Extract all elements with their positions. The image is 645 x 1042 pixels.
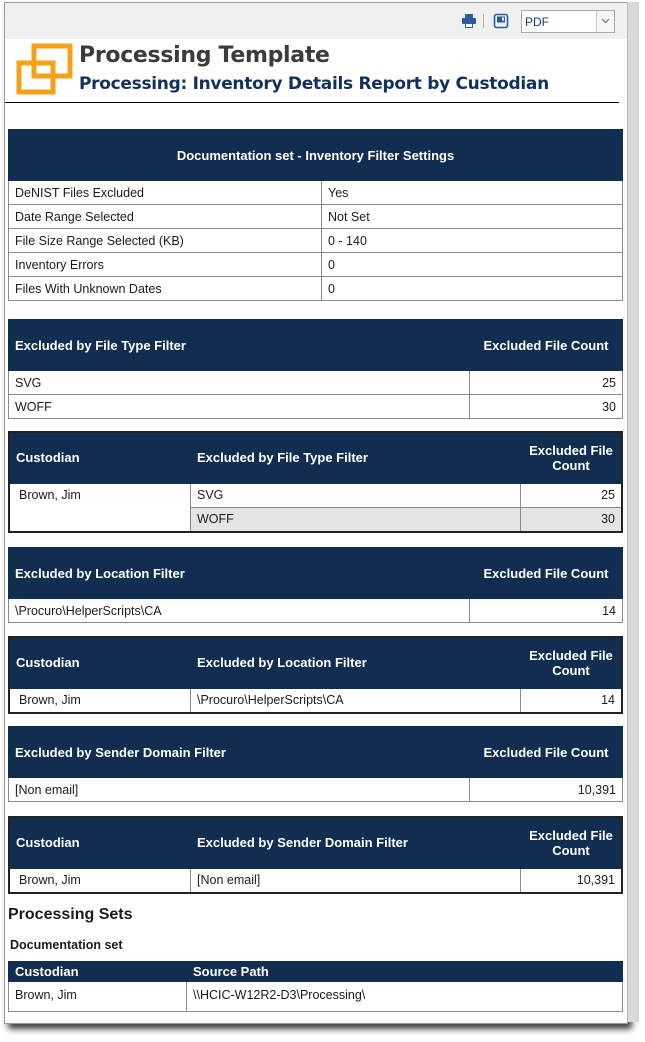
column-header: Excluded File Count	[470, 548, 623, 599]
file-count: 10,391	[521, 868, 623, 893]
processing-sets-table	[8, 961, 623, 1012]
save-icon[interactable]	[493, 13, 509, 29]
column-header: Excluded by File Type Filter	[9, 320, 470, 371]
file-type-name: WOFF	[9, 395, 470, 419]
file-type-table	[8, 319, 623, 419]
file-count: 14	[521, 688, 623, 713]
source-path: \\HCIC-W12R2-D3\Processing\	[187, 982, 623, 1012]
sender-domain-table	[8, 726, 623, 802]
sender-domain: [Non email]	[9, 778, 470, 802]
setting-value: 0 - 140	[322, 229, 623, 253]
file-type-by-custodian-table	[8, 431, 623, 533]
column-header: Excluded by Sender Domain Filter	[9, 727, 470, 778]
table-row	[9, 277, 623, 301]
table-row	[9, 868, 622, 893]
column-header: Custodian	[9, 962, 187, 982]
processing-set-name: Documentation set	[10, 938, 123, 952]
column-header: Excluded by Location Filter	[9, 548, 470, 599]
column-header: Excluded File Count	[521, 817, 623, 868]
setting-label: File Size Range Selected (KB)	[9, 229, 322, 253]
file-count: 30	[470, 395, 623, 419]
location-by-custodian-table	[8, 636, 623, 714]
custodian-name: Brown, Jim	[9, 483, 191, 532]
setting-value: Yes	[322, 181, 623, 205]
scrollbar[interactable]	[627, 2, 639, 1022]
setting-label: DeNIST Files Excluded	[9, 181, 322, 205]
table-row	[9, 253, 623, 277]
toolbar-separator	[483, 14, 484, 28]
location-path: \Procuro\HelperScripts\CA	[191, 688, 521, 713]
location-path: \Procuro\HelperScripts\CA	[9, 599, 470, 623]
table-row	[9, 229, 623, 253]
setting-value: 0	[322, 253, 623, 277]
column-header: Excluded by File Type Filter	[191, 432, 521, 483]
file-type-name: WOFF	[191, 507, 521, 532]
setting-value: Not Set	[322, 205, 623, 229]
table-row	[9, 181, 623, 205]
column-header: Excluded by Sender Domain Filter	[191, 817, 521, 868]
sender-domain-by-custodian-table	[8, 816, 623, 894]
table-row	[9, 483, 622, 507]
table-row	[9, 778, 623, 802]
logo-icon	[15, 43, 75, 95]
report-title: Processing Template	[79, 43, 330, 68]
setting-label: Inventory Errors	[9, 253, 322, 277]
setting-label: Date Range Selected	[9, 205, 322, 229]
file-type-name: SVG	[191, 483, 521, 507]
file-count: 25	[470, 371, 623, 395]
file-count: 10,391	[470, 778, 623, 802]
file-type-name: SVG	[9, 371, 470, 395]
table-row	[9, 599, 623, 623]
table-row	[9, 205, 623, 229]
processing-sets-heading: Processing Sets	[8, 906, 133, 923]
file-count: 30	[521, 507, 623, 532]
table-row	[9, 371, 623, 395]
column-header: Custodian	[9, 432, 191, 483]
report-toolbar	[5, 3, 627, 39]
filter-settings-title: Documentation set - Inventory Filter Settings	[9, 130, 623, 181]
custodian-name: Brown, Jim	[9, 688, 191, 713]
column-header: Custodian	[9, 637, 191, 688]
column-header: Excluded by Location Filter	[191, 637, 521, 688]
column-header: Excluded File Count	[470, 320, 623, 371]
column-header: Excluded File Count	[470, 727, 623, 778]
setting-value: 0	[322, 277, 623, 301]
table-row	[9, 688, 622, 713]
header-divider	[5, 102, 619, 103]
sender-domain: [Non email]	[191, 868, 521, 893]
report-header	[5, 39, 627, 101]
custodian-name: Brown, Jim	[9, 982, 187, 1012]
setting-label: Files With Unknown Dates	[9, 277, 322, 301]
report-viewer	[4, 2, 628, 1024]
export-format-value: PDF	[525, 15, 549, 29]
custodian-name: Brown, Jim	[9, 868, 191, 893]
filter-settings-table	[8, 129, 623, 301]
chevron-down-icon[interactable]	[596, 11, 614, 32]
table-row	[9, 395, 623, 419]
column-header: Source Path	[187, 962, 623, 982]
export-format-select[interactable]	[521, 10, 615, 33]
file-count: 14	[470, 599, 623, 623]
location-table	[8, 547, 623, 623]
report-subtitle: Processing: Inventory Details Report by Custodian	[79, 74, 549, 94]
column-header: Excluded File Count	[521, 432, 623, 483]
column-header: Excluded File Count	[521, 637, 623, 688]
column-header: Custodian	[9, 817, 191, 868]
file-count: 25	[521, 483, 623, 507]
table-row	[9, 982, 623, 1012]
print-icon[interactable]	[461, 13, 477, 29]
